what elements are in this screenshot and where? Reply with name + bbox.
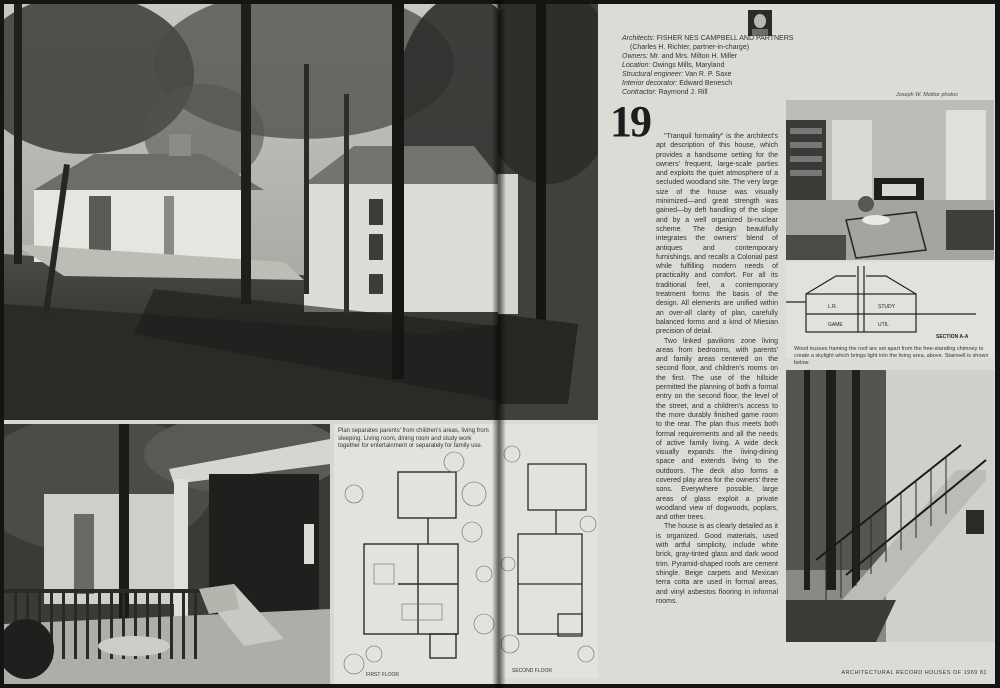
credit-architects: Architects: FISHER NES CAMPBELL AND PARTNERS — [622, 35, 794, 42]
living-room-photo — [786, 100, 994, 260]
paragraph-2: Two linked pavilions zone living areas from bedrooms, with parents' and family areas centered on the second floor, and children's rooms on the first. The use of the hillside permitted the planning of both a formal entry on the second floor, the level of the street, and a children's access to the more durably finished game room to the rear. The plan thus meets both formal requirements and all the needs of active family living. A wide deck visually expands the living-dining space and extends living to the outdoors. The deck also forms a covered play area for the owners' three sons. Everywhere possible, large areas of glass exploit a private woodland view of dogwoods, poplars, and other trees. — [656, 337, 778, 522]
section-label-lr: L.R. — [828, 304, 838, 310]
section-diagram — [786, 262, 994, 358]
credit-owners: Owners: Mr. and Mrs. Milton H. Miller — [622, 53, 738, 60]
gutter-shadow — [492, 0, 506, 688]
credit-partner: (Charles H. Richter, partner-in-charge) — [630, 44, 750, 51]
paragraph-1: "Tranquil formality" is the architect's apt description of this house, which provides a handsome setting for the owners' frequent, large-scale parties and exploits the quiet atmosphere of a secluded woodland site. The very large size of the house was visually minimized—and great strength was gained—by deft handling of the slope and by a well organized bi-nuclear scheme. The design beautifully integrates the owners' blend of antiques and contemporary furnishings, and recalls a Colonial past while fulfilling modern needs of practicality and comfort. For all its traditional feel, a contemporary treatment forms the basis of the design. All elements are unified within an over-all clarity of plan, carefully balanced forms and a kind of Miesian precision of detail. — [656, 133, 778, 336]
plan-caption: Plan separates parents' from children's areas, living from sleeping. Living room, dining room and study work together for entertainment or separately for family use. — [338, 428, 489, 449]
first-floor-label: FIRST FLOOR — [366, 672, 399, 678]
right-page — [498, 4, 995, 684]
page-footer: ARCHITECTURAL RECORD HOUSES OF 1969 81 — [841, 670, 987, 676]
second-floor-plan — [498, 424, 598, 678]
paragraph-3: The house is as clearly detailed as it is organized. Good materials, used with artful simplicity, include white brick, gray-tinted glass and dark wood trim. Pyramid-shaped roofs are cement shingle. Beige carpets and Mexican terra cotta are used in formal areas, and vinyl asbestos flooring in informal rooms. — [656, 523, 778, 605]
section-label-util: UTIL — [878, 322, 889, 328]
exterior-photo-continued — [498, 4, 598, 420]
second-floor-label: SECOND FLOOR — [512, 668, 553, 674]
credit-contractor: Contractor: Raymond J. Rill — [622, 89, 708, 96]
first-floor-plan — [334, 424, 498, 684]
stairwell-photo — [786, 370, 994, 642]
section-title: SECTION A-A — [936, 334, 969, 340]
house-number: 19 — [610, 97, 650, 146]
project-credits — [622, 34, 832, 97]
architect-portrait — [748, 10, 772, 36]
credit-engineer: Structural engineer: Van R. P. Saxe — [622, 71, 732, 78]
photo-credit: Joseph W. Molitor photos — [896, 92, 958, 98]
left-page — [4, 4, 498, 684]
credit-decorator: Interior decorator: Edward Benesch — [622, 80, 733, 87]
section-label-study: STUDY — [878, 304, 895, 310]
section-caption: Wood trusses framing the roof are set apart from the free-standing chimney to create a skylight which brings light into the living area, above. Stairwell is shown below. — [794, 346, 989, 366]
article-body — [656, 132, 778, 606]
exterior-photo — [4, 4, 498, 420]
section-label-game: GAME — [828, 322, 843, 328]
deck-photo — [4, 424, 330, 684]
credit-location: Location: Owings Mills, Maryland — [622, 62, 725, 69]
